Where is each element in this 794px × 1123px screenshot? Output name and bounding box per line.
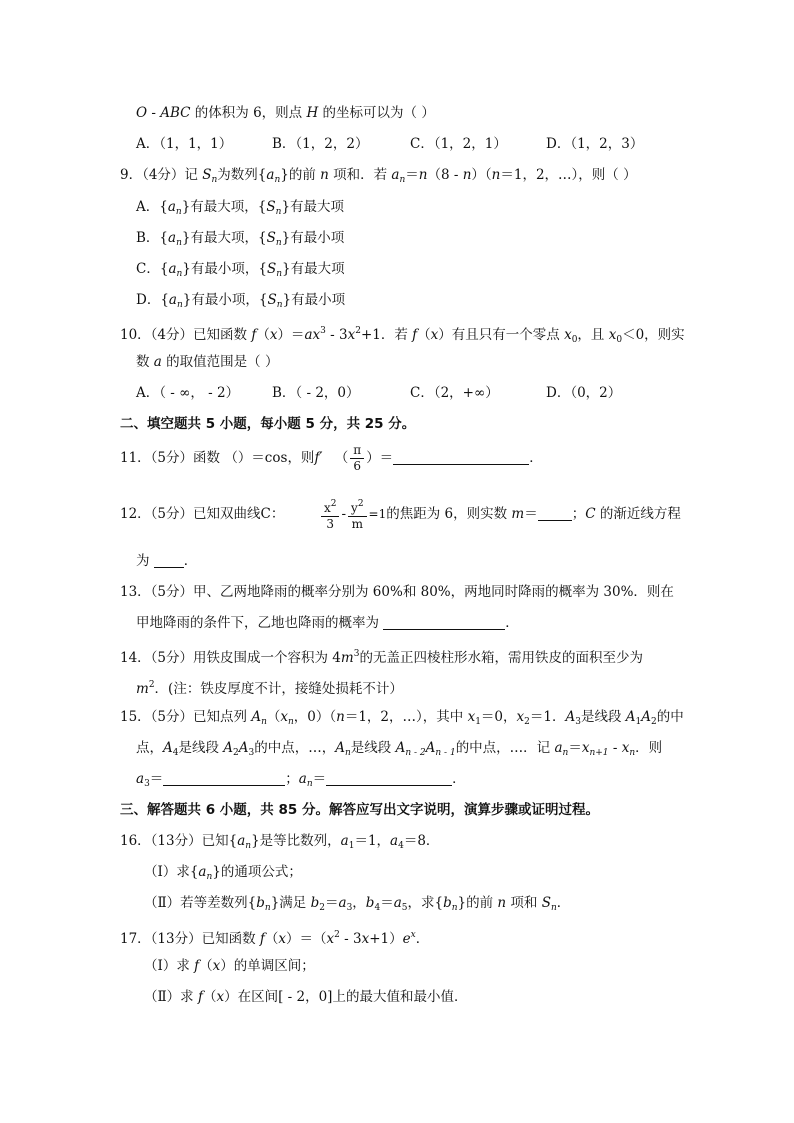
q9-stem: 9．（4分）记 $S_n$为数列$\{a_n\}$的前 n 项和．若 $a_n=n(8 - n)(n=1$，2，…），则（ ） <box>120 167 637 185</box>
q15-answer-blank-an[interactable] <box>326 771 452 786</box>
section-answer-heading: 三、解答题共 6 小题，共 85 分。解答应写出文字说明，演算步骤或证明过程。 <box>120 802 599 818</box>
q16-part2: （Ⅱ）若等差数列$\{b_n\}$满足 $b_2=a_3$，$b_4=a_5$，求$\{b_n\}$的前 n 项和 $S_n$． <box>144 895 571 913</box>
q8-option-c: C．（1，2，1） <box>410 136 507 152</box>
q9-option-d: D．$\{a_n\}$有最小项，$\{S_n\}$有最小项 <box>136 292 346 310</box>
q8-stem-tail: O - ABC 的体积为 6，则点 H 的坐标可以为（ ） <box>136 105 435 121</box>
q16-part1: （Ⅰ）求$\{a_n\}$的通项公式； <box>144 864 302 882</box>
q8-option-a: A．（1，1，1） <box>136 136 233 152</box>
q10-option-b: B．（ - 2，0） <box>272 385 360 401</box>
section-fill-in-heading: 二、填空题共 5 小题，每小题 5 分，共 25 分。 <box>120 416 416 432</box>
q9-option-b: B．$\{a_n\}$有最大项，$\{S_n\}$有最小项 <box>136 230 345 248</box>
q11-answer-blank[interactable] <box>393 450 529 465</box>
q12-answer-blank-asymptote[interactable] <box>154 553 184 568</box>
q11-fraction: $\frac{\pi}{6}$ <box>350 443 364 474</box>
q9-option-a: A．$\{a_n\}$有最大项，$\{S_n\}$有最大项 <box>136 199 345 217</box>
q9-option-c: C．$\{a_n\}$有最小项，$\{S_n\}$有最大项 <box>136 261 345 279</box>
q10-option-c: C．（2，+∞） <box>410 385 499 401</box>
q8-option-d: D．（1，2，3） <box>546 136 644 152</box>
q15-stem-line2: 点，$A_4$是线段 $A_2A_3$的中点，…，$A_n$是线段 $A_{n - 2}A_{n - 1}$的中点，…．记 $a_n=x_{n+1} - x_n$．则 <box>136 740 663 758</box>
q17-part1: （Ⅰ）求 f（x）的单调区间； <box>144 958 315 974</box>
q12-stem-line2: 为 ． <box>136 553 198 569</box>
q16-stem: 16．（13分）已知$\{a_n\}$是等比数列，$a_1=1$，$a_4=8$． <box>120 833 440 851</box>
q15-stem-line3: $a_3=$ ；$a_n=$ ． <box>136 771 466 789</box>
q12-stem: 12．（5分）已知双曲线C： $\frac{x^2}{3}$ - $\frac{y^2}{m}$ =1的焦距为 6，则实数 m＝ ；C 的渐近线方程 <box>120 499 681 531</box>
q12-fraction-x: $\frac{x^2}{3}$ <box>321 497 340 532</box>
q11-stem: 11．（5分）函数 （）＝cos，则f′ （ $\frac{\pi}{6}$ ）＝ ． <box>120 443 543 473</box>
q13-stem: 13．（5分）甲、乙两地降雨的概率分别为 60%和 80%，两地同时降雨的概率为 30%．则在 <box>120 584 674 600</box>
q10-option-d: D．（0，2） <box>546 385 622 401</box>
q13-answer-blank[interactable] <box>383 615 505 630</box>
q14-stem: 14．（5分）用铁皮围成一个容积为 $4m^3$的无盖正四棱柱形水箱，需用铁皮的面积至少为 <box>120 649 643 666</box>
q15-stem: 15．（5分）已知点列 $A_n(x_n$，0）（n＝1，2，…），其中 $x_1=0$，$x_2=1$．$A_3$是线段 $A_1A_2$的中 <box>120 709 684 727</box>
q10-stem-line2: 数 a 的取值范围是（ ） <box>136 354 279 370</box>
q17-part2: （Ⅱ）求 f（x）在区间[ - 2，0]上的最大值和最小值． <box>144 989 468 1005</box>
q10-option-a: A．（ - ∞， - 2） <box>136 385 240 401</box>
q14-stem-line2: $m^2$．(注：铁皮厚度不计，接缝处损耗不计） <box>136 680 403 697</box>
q17-stem: 17．（13分）已知函数 $f(x)=(x^2 - 3x+1)e^x$． <box>120 930 430 947</box>
q8-option-b: B．（1，2，2） <box>272 136 369 152</box>
q10-stem: 10．（4分）已知函数 $f(x)=ax^3 - 3x^2+1$．若 f（x）有且只有一个零点 $x_0$，且 $x_0<0$，则实 <box>120 326 685 345</box>
q12-fraction-y: $\frac{y^2}{m}$ <box>348 497 367 532</box>
q13-stem-line2: 甲地降雨的条件下，乙地也降雨的概率为 ． <box>136 615 519 631</box>
q15-answer-blank-a3[interactable] <box>163 771 285 786</box>
q12-answer-blank-m[interactable] <box>538 506 572 521</box>
